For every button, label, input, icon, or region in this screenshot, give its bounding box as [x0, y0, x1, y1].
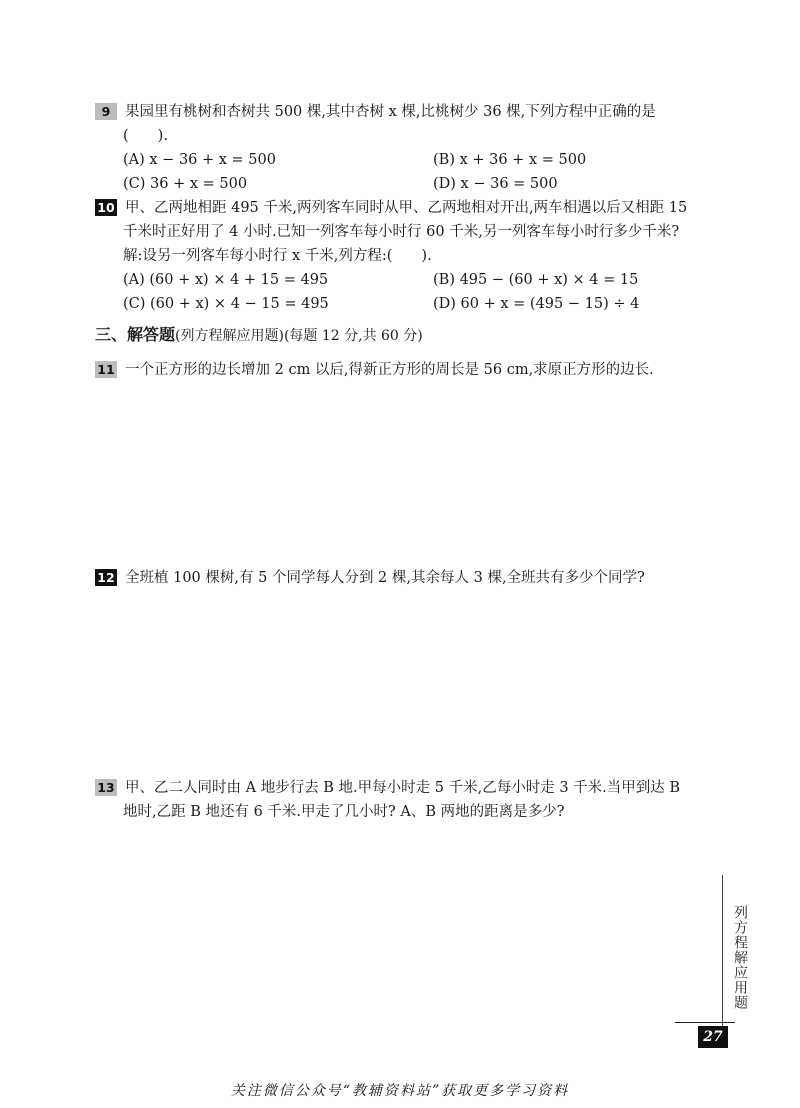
option-c: (C) (60 + x) × 4 − 15 = 495 — [123, 296, 329, 312]
option-d: (D) 60 + x = (495 − 15) ÷ 4 — [433, 296, 640, 312]
question-12-text: 全班植 100 棵树,有 5 个同学每人分到 2 棵,其余每人 3 棵,全班共有多少个同学? — [125, 570, 645, 586]
question-number-13: 13 — [95, 779, 117, 796]
question-9 — [95, 100, 740, 196]
question-11-text: 一个正方形的边长增加 2 cm 以后,得新正方形的周长是 56 cm,求原正方形的边长. — [125, 362, 654, 378]
question-number-10: 10 — [95, 199, 117, 216]
chapter-side-label: 列方程解应用题 — [732, 905, 748, 1010]
question-10-options — [95, 268, 740, 316]
question-number-9: 9 — [95, 103, 117, 120]
question-12 — [95, 566, 740, 590]
option-a: (A) x − 36 + x = 500 — [123, 152, 276, 168]
question-10-solution: 解:设另一列客车每小时行 x 千米,列方程:( ). — [123, 248, 432, 264]
side-divider — [722, 875, 723, 1037]
section-title: 三、解答题 — [95, 325, 176, 344]
option-b: (B) 495 − (60 + x) × 4 = 15 — [433, 272, 639, 288]
question-9-blank: ( ). — [123, 128, 168, 144]
section-heading — [95, 322, 423, 345]
question-13 — [95, 776, 740, 824]
question-10-text-2: 千米时正好用了 4 小时.已知一列客车每小时行 60 千米,另一列客车每小时行多少千米? — [123, 224, 680, 240]
option-c: (C) 36 + x = 500 — [123, 176, 248, 192]
question-10 — [95, 196, 740, 316]
option-d: (D) x − 36 = 500 — [433, 176, 558, 192]
page-number: 27 — [698, 1026, 728, 1048]
question-number-11: 11 — [95, 361, 117, 378]
page-number-rule — [675, 1022, 735, 1023]
question-number-12: 12 — [95, 569, 117, 586]
option-b: (B) x + 36 + x = 500 — [433, 152, 587, 168]
question-9-text: 果园里有桃树和杏树共 500 棵,其中杏树 x 棵,比桃树少 36 棵,下列方程中正确的是 — [125, 104, 656, 120]
section-note: (列方程解应用题)(每题 12 分,共 60 分) — [175, 328, 423, 344]
question-13-text-2: 地时,乙距 B 地还有 6 千米.甲走了几小时? A、B 两地的距离是多少? — [123, 804, 565, 820]
footer-note: 关注微信公众号“教辅资料站”获取更多学习资料 — [230, 1083, 570, 1099]
question-13-text: 甲、乙二人同时由 A 地步行去 B 地.甲每小时走 5 千米,乙每小时走 3 千米.当甲到达 B — [125, 780, 681, 796]
question-11 — [95, 358, 740, 382]
question-10-text: 甲、乙两地相距 495 千米,两列客车同时从甲、乙两地相对开出,两车相遇以后又相距 15 — [125, 200, 688, 216]
question-9-options — [95, 148, 740, 196]
option-a: (A) (60 + x) × 4 + 15 = 495 — [123, 272, 329, 288]
